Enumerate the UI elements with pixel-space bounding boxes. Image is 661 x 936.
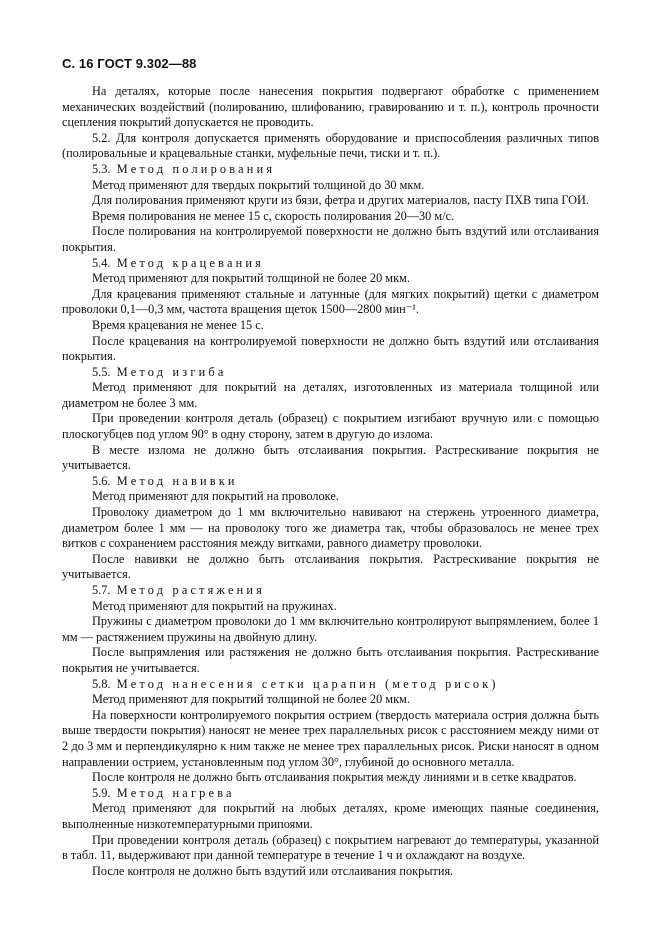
section-number: 5.4.	[92, 255, 111, 270]
paragraph: На деталях, которые после нанесения покрытия подвергают обработке с применением механических воздействий (полированию, шлифованию, гравированию и т. п.), контроль прочности сцепления покрытий допускается не проводить.	[62, 84, 599, 130]
paragraph: Время крацевания не менее 15 с.	[92, 317, 264, 332]
section-title: Метод нагрева	[116, 785, 235, 800]
section-heading	[62, 786, 599, 802]
paragraph: Метод применяют для покрытий на проволоке.	[92, 489, 339, 504]
paragraph: При проведении контроля деталь (образец) с покрытием нагревают до температуры, указанной в табл. 11, выдерживают при данной температуре в течение 1 ч и охлаждают на воздухе.	[62, 832, 599, 863]
paragraph: Для крацевания применяют стальные и латунные (для мягких покрытий) щетки с диаметром проволоки 0,1—0,3 мм, частота вращения щеток 1500—2800 мин⁻¹.	[62, 286, 599, 317]
paragraph: После крацевания на контролируемой поверхности не должно быть вздутий или отслаивания покрытия.	[62, 333, 599, 364]
paragraph: Пружины с диаметром проволоки до 1 мм включительно контролируют выпрямлением, более 1 мм — растяжением пружины на двойную длину.	[62, 614, 599, 644]
section-number: 5.8.	[92, 676, 111, 691]
section-heading	[62, 583, 599, 599]
section-number: 5.3.	[92, 161, 111, 176]
section-number: 5.6.	[92, 473, 111, 488]
document-body	[62, 84, 599, 879]
section-number: 5.9.	[92, 785, 111, 800]
paragraph: После полирования на контролируемой поверхности не должно быть вздутий или отслаивания покрытия.	[62, 224, 599, 254]
paragraph: 5.2. Для контроля допускается применять оборудование и приспособления различных типов (полировальные и крацевальные станки, муфельные печи, тиски и т. п.).	[62, 130, 599, 161]
paragraph: Время полирования не менее 15 с, скорость полирования 20—30 м/с.	[92, 208, 455, 223]
section-heading	[62, 162, 599, 178]
section-title: Метод изгиба	[116, 364, 227, 379]
section-title: Метод крацевания	[116, 255, 265, 270]
section-heading	[62, 474, 599, 490]
paragraph: Метод применяют для покрытий на любых деталях, кроме имеющих паяные соединения, выполненные низкотемпературными припоями.	[62, 801, 599, 831]
paragraph: После навивки не должно быть отслаивания покрытия. Растрескивание покрытия не учитывается.	[62, 551, 599, 582]
section-title: Метод полирования	[116, 161, 276, 176]
paragraph: При проведении контроля деталь (образец) с покрытием изгибают вручную или с помощью плоскогубцев под углом 90° в одну сторону, затем в другую до излома.	[62, 411, 599, 442]
paragraph: После контроля не должно быть вздутий или отслаивания покрытия.	[92, 863, 454, 878]
paragraph: Для полирования применяют круги из бязи, фетра и других материалов, пасту ПХВ типа ГОИ.	[92, 193, 590, 208]
paragraph: Метод применяют для покрытий на деталях, изготовленных из материала толщиной или диаметром не более 3 мм.	[62, 380, 599, 410]
section-title: Метод навивки	[116, 473, 238, 488]
section-number: 5.5.	[92, 364, 111, 379]
section-heading	[62, 256, 599, 272]
section-heading	[62, 677, 599, 693]
section-title: Метод нанесения сетки царапин (метод рисок)	[116, 676, 499, 691]
paragraph: Метод применяют для покрытий на пружинах.	[92, 598, 337, 613]
section-title: Метод растяжения	[116, 583, 266, 597]
paragraph: Метод применяют для покрытий толщиной не более 20 мкм.	[92, 692, 410, 707]
section-heading	[62, 365, 599, 381]
paragraph: После контроля не должно быть отслаивания покрытия между линиями и в сетке квадратов.	[92, 770, 577, 785]
page-header: С. 16 ГОСТ 9.302—88	[62, 56, 197, 71]
paragraph: После выпрямления или растяжения не должно быть отслаивания покрытия. Растрескивание покрытия не учитывается.	[62, 645, 599, 675]
paragraph: Проволоку диаметром до 1 мм включительно навивают на стержень утроенного диаметра, диаметром более 1 мм — на проволоку того же диаметра так, чтобы образовалось не менее трех витков с сохранением расстояния между витками, равного диаметру проволоки.	[62, 505, 599, 551]
section-number: 5.7.	[92, 583, 111, 597]
paragraph: В месте излома не должно быть отслаивания покрытия. Растрескивание покрытия не учитывается.	[62, 442, 599, 473]
paragraph: Метод применяют для твердых покрытий толщиной до 30 мкм.	[92, 177, 425, 192]
paragraph: На поверхности контролируемого покрытия острием (твердость материала острия должна быть выше твердости покрытия) наносят не менее трех параллельных рисок с расстоянием между ними от 2 до 3 мм и перпендикулярно к ним также не менее трех параллельных рисок. Риски наносят в одном направлении острием, установленным под углом 30°, глубиной до основного металла.	[62, 707, 599, 769]
paragraph: Метод применяют для покрытий толщиной не более 20 мкм.	[92, 271, 410, 286]
